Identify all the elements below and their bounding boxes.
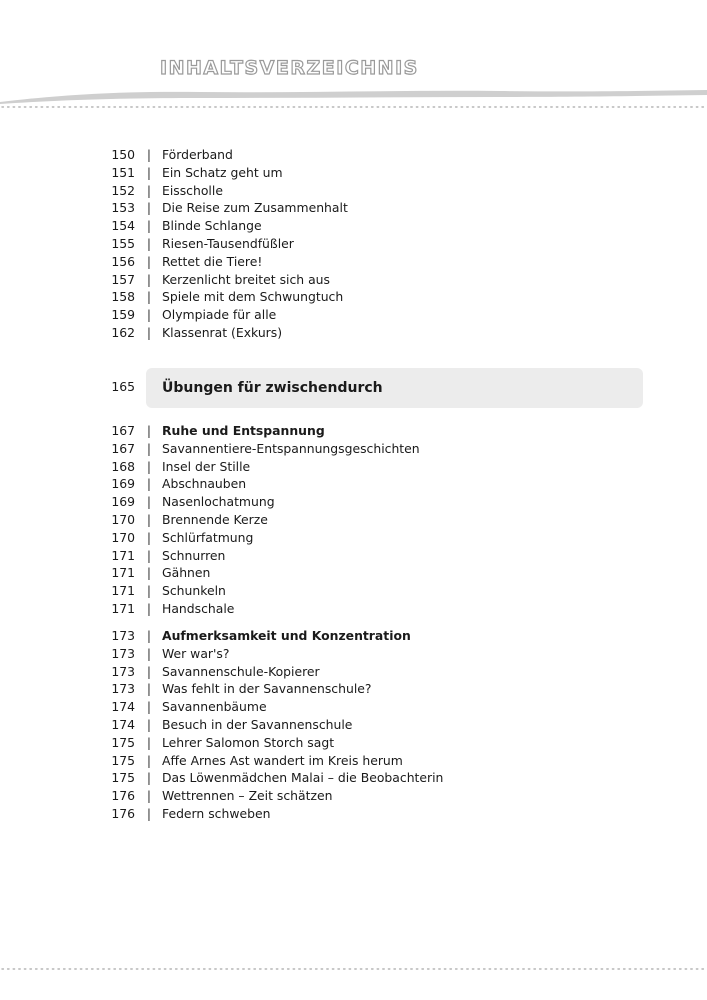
toc-entry[interactable]	[0, 663, 707, 681]
toc-separator: |	[146, 583, 152, 599]
dotted-rule-bottom	[0, 966, 707, 972]
toc-page-number: 175	[111, 752, 135, 768]
toc-entry-title: Brennende Kerze	[162, 512, 268, 527]
toc-entry[interactable]	[0, 146, 707, 164]
toc-entry-title: Rettet die Tiere!	[162, 253, 263, 269]
toc-separator: |	[146, 253, 152, 269]
toc-separator: |	[146, 645, 152, 661]
toc-page-number: 156	[111, 253, 135, 269]
toc-page-number: 175	[111, 734, 135, 750]
toc-entry-title: Besuch in der Savannenschule	[162, 717, 353, 732]
toc-page-number: 168	[111, 458, 135, 474]
toc-entry-title: Ein Schatz geht um	[162, 164, 283, 180]
toc-page-number: 171	[111, 601, 135, 616]
brush-stroke	[0, 90, 707, 104]
toc-entry[interactable]	[0, 235, 707, 253]
chapter-title: Übungen für zwischendurch	[162, 380, 383, 396]
toc-entry[interactable]	[0, 182, 707, 200]
toc-page-number: 167	[111, 423, 135, 438]
toc-page-number: 167	[111, 440, 135, 456]
toc-entry-title: Wettrennen – Zeit schätzen	[162, 788, 333, 804]
toc-page-number: 159	[111, 307, 135, 323]
toc-page-number: 169	[111, 494, 135, 510]
page-title: INHALTSVERZEICHNIS	[160, 57, 419, 79]
toc-entry[interactable]	[0, 645, 707, 663]
toc-page-number: 154	[111, 218, 135, 234]
toc-entry-title: Nasenlochatmung	[162, 494, 275, 510]
toc-page-number: 173	[111, 628, 135, 643]
toc-entry-title: Blinde Schlange	[162, 218, 262, 234]
toc-separator: |	[146, 271, 152, 287]
toc-entry[interactable]	[0, 475, 707, 493]
toc-entry[interactable]	[0, 600, 707, 618]
toc-entry-title: Savannenschule-Kopierer	[162, 663, 320, 679]
toc-entry-title: Was fehlt in der Savannenschule?	[162, 681, 372, 697]
toc-entry[interactable]	[0, 458, 707, 476]
toc-separator: |	[146, 476, 152, 492]
toc-separator: |	[146, 236, 152, 251]
toc-separator: |	[146, 770, 152, 786]
toc-entry[interactable]	[0, 547, 707, 565]
toc-separator: |	[146, 806, 152, 821]
toc-page-number: 170	[111, 529, 135, 545]
toc-entry[interactable]	[0, 734, 707, 752]
toc-entry[interactable]	[0, 440, 707, 458]
toc-entry[interactable]	[0, 698, 707, 716]
toc-separator: |	[146, 164, 152, 180]
toc-page-number: 170	[111, 512, 135, 527]
toc-entry[interactable]	[0, 217, 707, 235]
toc-separator: |	[146, 147, 152, 162]
toc-entry[interactable]	[0, 493, 707, 511]
toc-entry-title: Aufmerksamkeit und Konzentration	[162, 628, 411, 643]
toc-separator: |	[146, 681, 152, 697]
toc-page-number: 162	[111, 325, 135, 340]
toc-entry[interactable]	[0, 752, 707, 770]
toc-separator: |	[146, 547, 152, 563]
toc-separator: |	[146, 734, 152, 750]
toc-separator: |	[146, 601, 152, 616]
toc-entry-title: Das Löwenmädchen Malai – die Beobachterin	[162, 770, 444, 786]
toc-entry-title: Eisscholle	[162, 182, 223, 198]
toc-entry[interactable]	[0, 253, 707, 271]
toc-separator: |	[146, 458, 152, 474]
toc-entry-title: Kerzenlicht breitet sich aus	[162, 271, 330, 287]
toc-separator: |	[146, 529, 152, 545]
toc-page-number: 176	[111, 788, 135, 804]
toc-separator: |	[146, 752, 152, 768]
toc-entry-title: Förderband	[162, 147, 233, 162]
toc-page-number: 153	[111, 200, 135, 216]
toc-entry-title: Lehrer Salomon Storch sagt	[162, 734, 335, 750]
toc-page-number: 176	[111, 806, 135, 821]
toc-entry-title: Die Reise zum Zusammenhalt	[162, 200, 348, 216]
toc-separator: |	[146, 325, 152, 340]
toc-page-number: 174	[111, 717, 135, 732]
toc-separator: |	[146, 699, 152, 715]
toc-entry-title: Affe Arnes Ast wandert im Kreis herum	[162, 752, 403, 768]
toc-entry-title: Spiele mit dem Schwungtuch	[162, 289, 344, 305]
toc-page-number: 158	[111, 289, 135, 305]
toc-entry[interactable]	[0, 306, 707, 324]
toc-entry[interactable]	[0, 680, 707, 698]
toc-entry[interactable]	[0, 769, 707, 787]
toc-entry[interactable]	[0, 271, 707, 289]
toc-separator: |	[146, 182, 152, 198]
toc-entry-title: Handschale	[162, 601, 235, 616]
toc-entry-title: Schlürfatmung	[162, 529, 254, 545]
toc-entry[interactable]	[0, 582, 707, 600]
toc-page-number: 155	[111, 236, 135, 251]
toc-entry[interactable]	[0, 805, 707, 823]
toc-section-heading[interactable]	[0, 627, 707, 645]
toc-entry-title: Insel der Stille	[162, 458, 251, 474]
toc-page-number: 151	[111, 164, 135, 180]
toc-page-number: 152	[111, 182, 135, 198]
toc-entry[interactable]	[0, 511, 707, 529]
toc-page-number: 174	[111, 699, 135, 715]
toc-separator: |	[146, 663, 152, 679]
toc-entry[interactable]	[0, 199, 707, 217]
toc-separator: |	[146, 423, 152, 438]
header-brush-band	[0, 86, 707, 110]
toc-separator: |	[146, 200, 152, 216]
toc-separator: |	[146, 717, 152, 732]
toc-entry[interactable]	[0, 288, 707, 306]
toc-page-number: 157	[111, 271, 135, 287]
toc-entry-title: Schnurren	[162, 547, 226, 563]
toc-entry[interactable]	[0, 787, 707, 805]
toc-separator: |	[146, 440, 152, 456]
toc-entry-title: Schunkeln	[162, 583, 226, 599]
toc-page-number: 175	[111, 770, 135, 786]
toc-page-number: 173	[111, 645, 135, 661]
toc-page-number: 171	[111, 565, 135, 581]
toc-page-number: 171	[111, 583, 135, 599]
toc-entry-title: Riesen-Tausendfüßler	[162, 236, 294, 251]
toc-entry-title: Olympiade für alle	[162, 307, 277, 323]
toc-page-number: 173	[111, 681, 135, 697]
toc-separator: |	[146, 289, 152, 305]
toc-page-number: 173	[111, 663, 135, 679]
toc-entry-title: Gähnen	[162, 565, 211, 581]
toc-page-number: 150	[111, 147, 135, 162]
toc-separator: |	[146, 512, 152, 527]
toc-entry-title: Ruhe und Entspannung	[162, 423, 325, 438]
toc-entry-title: Klassenrat (Exkurs)	[162, 325, 283, 340]
toc-separator: |	[146, 307, 152, 323]
toc-entry-title: Abschnauben	[162, 476, 247, 492]
toc-page-number: 169	[111, 476, 135, 492]
chapter-page-number: 165	[111, 379, 135, 394]
toc-separator: |	[146, 788, 152, 804]
toc-entry[interactable]	[0, 164, 707, 182]
toc-page-number: 171	[111, 547, 135, 563]
toc-entry-title: Savannentiere-Entspannungsgeschichten	[162, 440, 420, 456]
chapter-heading-box[interactable]	[146, 368, 643, 408]
toc-separator: |	[146, 628, 152, 643]
toc-entry[interactable]	[0, 716, 707, 734]
toc-entry[interactable]	[0, 324, 707, 342]
toc-separator: |	[146, 565, 152, 581]
toc-entry[interactable]	[0, 564, 707, 582]
toc-separator: |	[146, 494, 152, 510]
toc-separator: |	[146, 218, 152, 234]
toc-entry-title: Wer war's?	[162, 645, 230, 661]
toc-section-heading[interactable]	[0, 422, 707, 440]
toc-entry-title: Federn schweben	[162, 806, 271, 821]
toc-entry[interactable]	[0, 529, 707, 547]
toc-entry-title: Savannenbäume	[162, 699, 267, 715]
